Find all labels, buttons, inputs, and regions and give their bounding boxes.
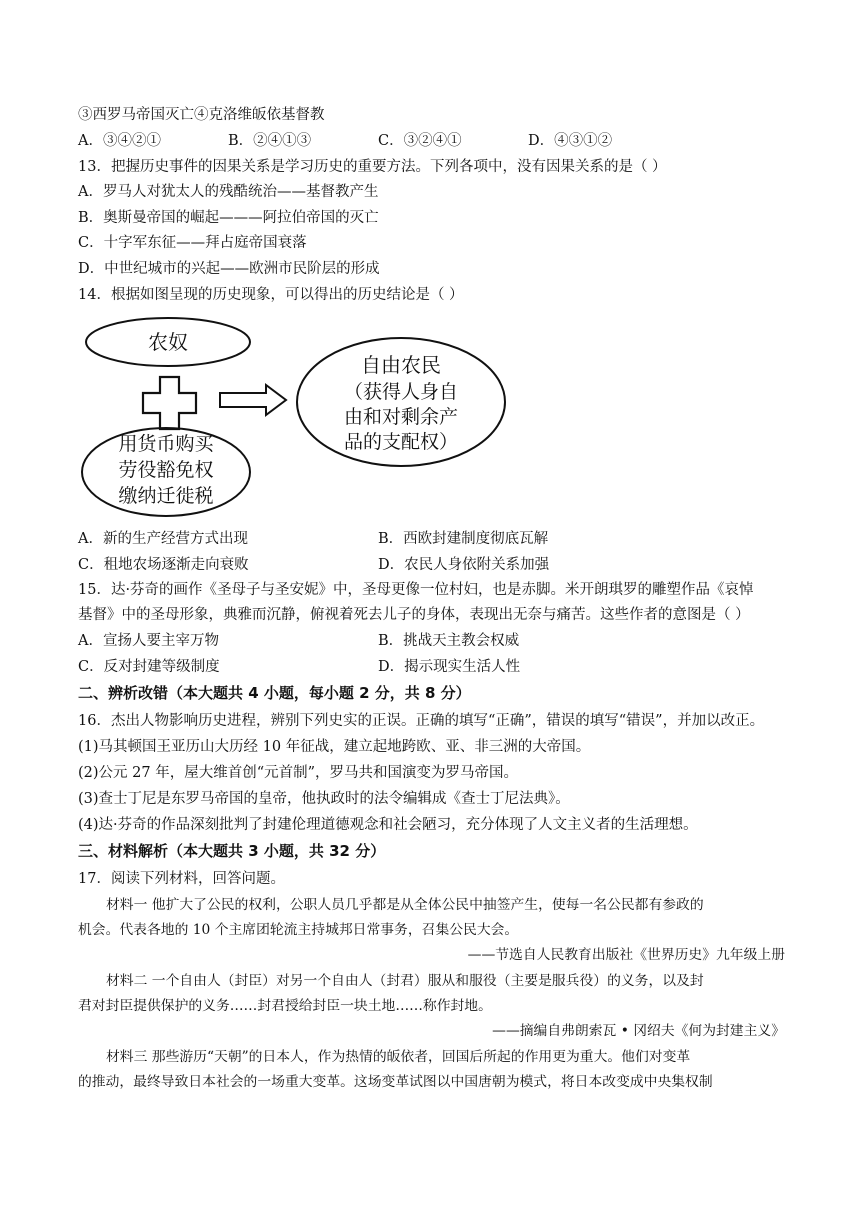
free-peasant-line-2: （获得人身自 [343,381,459,403]
q13-stem: 13．把握历史事件的因果关系是学习历史的重要方法。下列各项中，没有因果关系的是（ ） [78,159,667,175]
q16-item-4: (4)达·芬奇的作品深刻批判了封建伦理道德观念和社会陋习，充分体现了人文主义者的生活理想。 [78,817,698,833]
material2-line-2: 君对封臣提供保护的义务……封君授给封臣一块土地……称作封地。 [78,998,492,1014]
q15-stem-1: 15．达·芬奇的画作《圣母子与圣安妮》中，圣母更像一位村妇，也是赤脚。米开朗琪罗的雕塑作品《哀悼 [78,582,754,598]
q12-option-c[interactable]: C．③②④① [378,133,462,149]
q17-stem: 17．阅读下列材料，回答问题。 [78,871,285,887]
free-peasant-line-3: 由和对剩余产 [343,406,459,428]
material1-line-1: 材料一 他扩大了公民的权利，公职人员几乎都是从全体公民中抽签产生，使每一名公民都有参政的 [106,897,704,913]
q12-option-a[interactable]: A．③④②① [78,133,161,149]
q15-stem-2: 基督》中的圣母形象，典雅而沉静，俯视着死去儿子的身体，表现出无奈与痛苦。这些作者的意图是（ ） [78,607,750,623]
q13-option-c[interactable]: C．十字军东征——拜占庭帝国衰落 [78,235,307,251]
q14-option-d[interactable]: D．农民人身依附关系加强 [378,557,550,573]
material2-line-1: 材料二 一个自由人（封臣）对另一个自由人（封君）服从和服役（主要是服兵役）的义务，以及封 [106,973,704,989]
q16-stem: 16．杰出人物影响历史进程，辨别下列史实的正误。正确的填写“正确”，错误的填写“错误”，并加以改正。 [78,713,765,729]
payment-line-1: 用货币购买 [118,433,214,455]
q16-item-3: (3)查士丁尼是东罗马帝国的皇帝，他执政时的法令编辑成《查士丁尼法典》。 [78,791,570,807]
q12-line: ③西罗马帝国灭亡④克洛维皈依基督教 [78,107,325,123]
q15-option-d[interactable]: D．揭示现实生活人性 [378,659,521,675]
q14-diagram [78,310,508,522]
payment-line-3: 缴纳迁徙税 [118,485,214,507]
q14-option-c[interactable]: C．租地农场逐渐走向衰败 [78,557,249,573]
q15-option-a[interactable]: A．宣扬人要主宰万物 [78,633,219,649]
arrow-right-icon [220,385,286,415]
q13-option-b[interactable]: B．奥斯曼帝国的崛起———阿拉伯帝国的灭亡 [78,210,379,226]
q12-option-b[interactable]: B．②④①③ [228,133,312,149]
serf-label: 农奴 [148,330,188,354]
plus-icon [143,377,196,429]
q14-stem: 14．根据如图呈现的历史现象，可以得出的历史结论是（ ） [78,287,464,303]
q13-option-a[interactable]: A．罗马人对犹太人的残酷统治——基督教产生 [78,184,379,200]
payment-line-2: 劳役豁免权 [118,459,214,481]
q15-option-b[interactable]: B．挑战天主教会权威 [378,633,520,649]
q12-option-d[interactable]: D．④③①② [528,133,613,149]
material1-line-2: 机会。代表各地的 10 个主席团轮流主持城邦日常事务，召集公民大会。 [78,922,519,938]
q14-option-a[interactable]: A．新的生产经营方式出现 [78,531,248,547]
q16-item-2: (2)公元 27 年，屋大维首创“元首制”，罗马共和国演变为罗马帝国。 [78,765,519,781]
q15-option-c[interactable]: C．反对封建等级制度 [78,659,220,675]
material3-line-1: 材料三 那些游历“天朝”的日本人，作为热情的皈依者，回国后所起的作用更为重大。他们对变革 [106,1049,691,1065]
free-peasant-line-1: 自由农民 [361,353,441,377]
section3-heading: 三、材料解析（本大题共 3 小题，共 32 分） [78,842,386,860]
material2-source: ——摘编自弗朗索瓦 • 冈绍夫《何为封建主义》 [492,1023,785,1039]
q16-item-1: (1)马其顿国王亚历山大历经 10 年征战，建立起地跨欧、亚、非三洲的大帝国。 [78,739,591,755]
material1-source: ——节选自人民教育出版社《世界历史》九年级上册 [467,947,785,963]
free-peasant-line-4: 品的支配权） [343,431,459,453]
q13-option-d[interactable]: D．中世纪城市的兴起——欧洲市民阶层的形成 [78,261,380,277]
q14-option-b[interactable]: B．西欧封建制度彻底瓦解 [378,531,549,547]
material3-line-2: 的推动，最终导致日本社会的一场重大变革。这场变革试图以中国唐朝为模式，将日本改变成中央集权制 [78,1074,713,1090]
section2-heading: 二、辨析改错（本大题共 4 小题，每小题 2 分，共 8 分） [78,684,471,702]
